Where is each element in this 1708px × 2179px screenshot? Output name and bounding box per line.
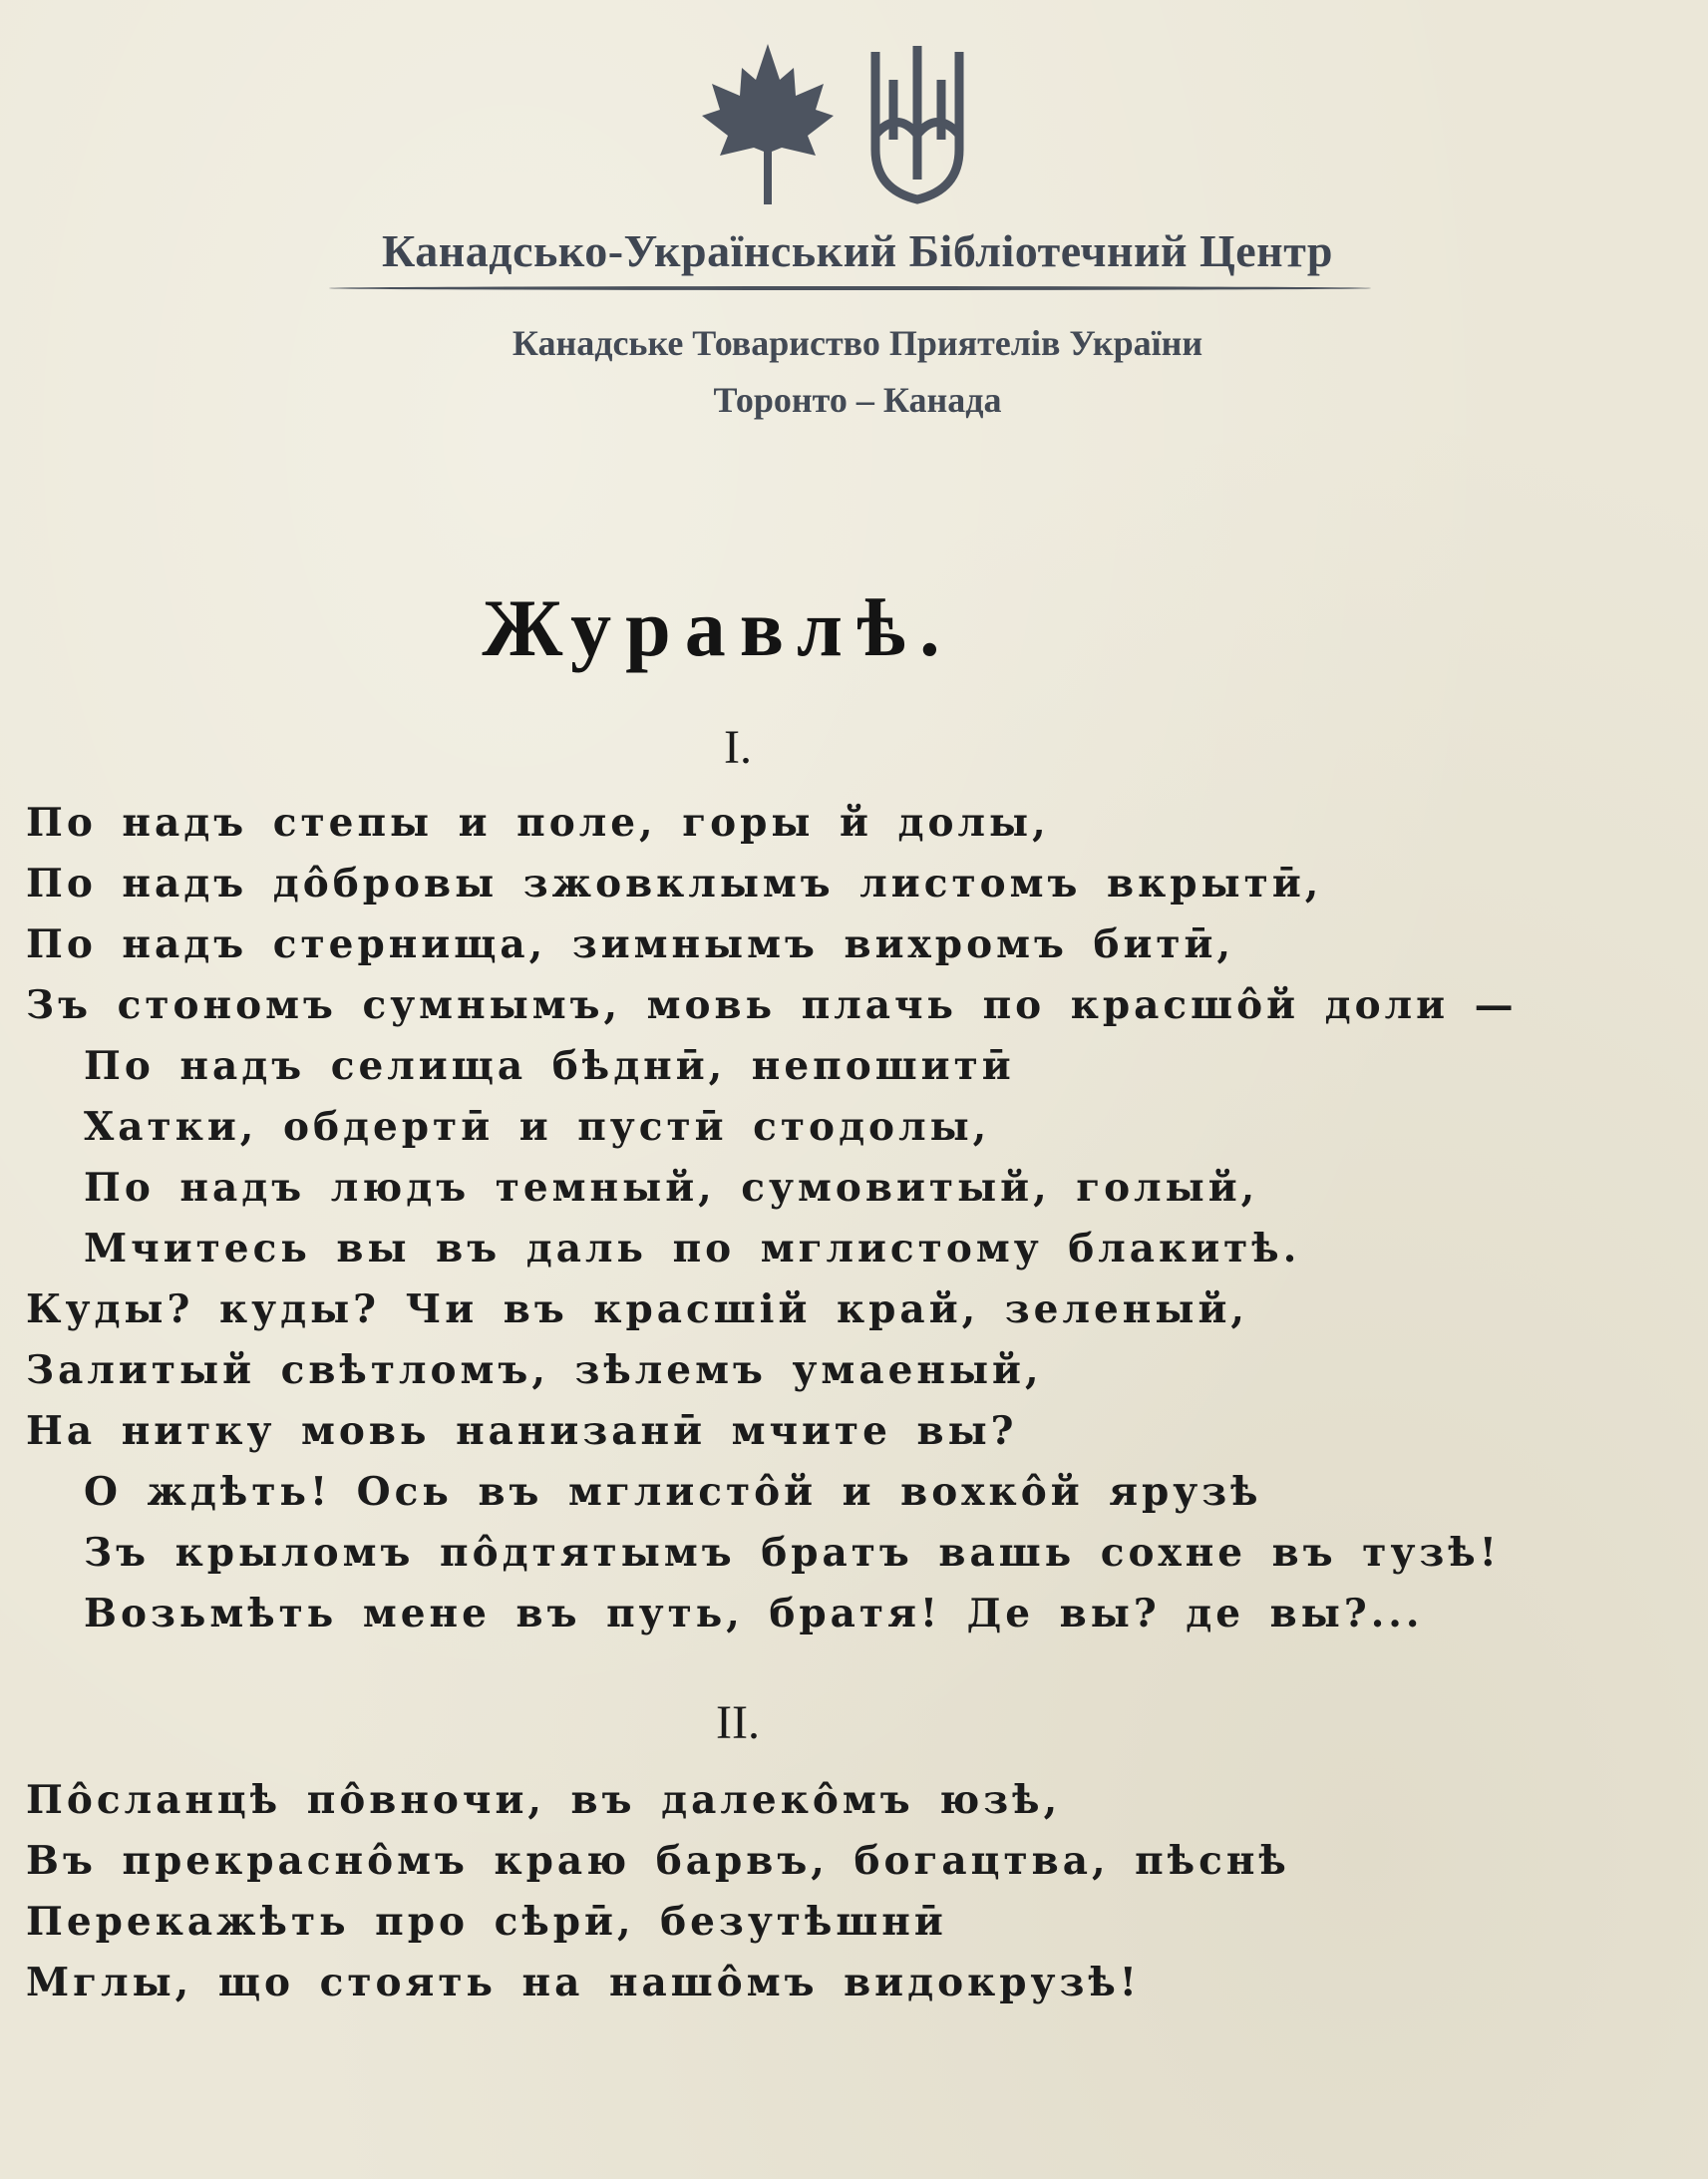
verse-line: Зъ стономъ сумнымъ, мовь плачь по красшôй доли — — [26, 982, 1518, 1028]
stanza-1 — [26, 793, 1681, 1644]
verse-line: Хатки, обдертӣ и пустӣ стодолы, — [84, 1104, 991, 1150]
verse-line: О ждѣть! Ось въ мглистôй и вохкôй ярузѣ — [84, 1469, 1262, 1515]
verse-line: Куды? куды? Чи въ красшій край, зеленый, — [26, 1286, 1248, 1332]
verse-line: Мглы, що стоять на нашôмъ видокрузѣ! — [26, 1960, 1141, 2005]
poem-title: Журавлѣ. — [482, 582, 954, 673]
verse-line: По надъ стернища, зимнымъ вихромъ битӣ, — [26, 921, 1235, 967]
section-numeral-1: I. — [724, 721, 752, 774]
stamp-society-line: Канадське Товариство Приятелів України — [512, 323, 1203, 363]
verse-line: На нитку мовь нанизанӣ мчите вы? — [26, 1408, 1018, 1454]
verse-line: По надъ дôбровы зжовклымъ листомъ вкрытӣ, — [26, 861, 1323, 907]
maple-leaf-icon — [702, 44, 834, 204]
stanza-2 — [26, 1770, 1681, 2013]
verse-line: По надъ селища бѣднӣ, непошитӣ — [84, 1043, 1015, 1089]
verse-line: Зъ крыломъ пôдтятымъ братъ вашь сохне въ тузѣ! — [84, 1530, 1501, 1576]
stamp-title: Канадсько-Український Бібліотечний Центр — [382, 225, 1333, 276]
verse-line: Мчитесь вы въ даль по мглистому блакитѣ. — [84, 1226, 1301, 1271]
library-stamp — [299, 40, 1416, 439]
verse-line: По надъ людъ темный, сумовитый, голый, — [84, 1165, 1259, 1211]
trident-icon — [875, 46, 959, 199]
verse-line: Возьмѣть мене въ путь, братя! Де вы? де вы?... — [84, 1591, 1424, 1636]
verse-line: Перекажѣть про сѣрӣ, безутѣшнӣ — [26, 1899, 947, 1945]
stamp-city-line: Торонто – Канада — [713, 380, 1002, 420]
verse-line: Пôсланцѣ пôвночи, въ далекôмъ юзѣ, — [26, 1777, 1062, 1823]
verse-line: Залитый свѣтломъ, зѣлемъ умаеный, — [26, 1347, 1043, 1393]
stamp-emblems — [698, 40, 997, 209]
stamp-underline — [329, 286, 1371, 290]
verse-line: Въ прекраснôмъ краю барвъ, богацтва, пѣснѣ — [26, 1838, 1290, 1884]
verse-line: По надъ степы и поле, горы й долы, — [26, 800, 1050, 846]
section-numeral-2: II. — [716, 1696, 760, 1749]
